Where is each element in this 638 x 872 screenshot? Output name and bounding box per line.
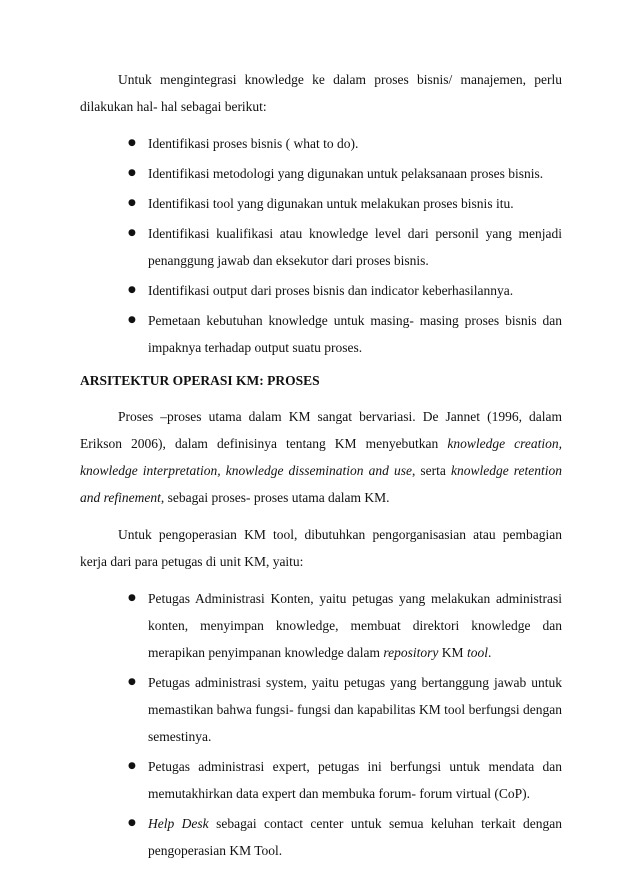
bullet-icon: ● xyxy=(128,761,136,771)
bullet-icon: ● xyxy=(128,138,136,148)
bullet-icon: ● xyxy=(128,818,136,828)
bullet-icon: ● xyxy=(128,228,136,238)
section-heading: ARSITEKTUR OPERASI KM: PROSES xyxy=(80,373,320,388)
list-item: ● Identifikasi kualifikasi atau knowledge level dari personil yang menjadi penanggung jawab dan eksekutor dari proses bisnis. xyxy=(80,220,562,274)
list-item: ● Petugas Administrasi Konten, yaitu petugas yang melakukan administrasi konten, menyimpan knowledge, membuat direktori knowledge dan merapikan penyimpanan knowledge dalam repository KM tool. xyxy=(80,585,562,666)
list-item: ● Pemetaan kebutuhan knowledge untuk masing- masing proses bisnis dan impaknya terhadap output suatu proses. xyxy=(80,307,562,361)
staff-roles-list xyxy=(80,585,562,864)
integration-steps-list xyxy=(80,130,562,361)
list-item: ● Identifikasi proses bisnis ( what to do). xyxy=(80,130,562,157)
page-content xyxy=(80,66,562,872)
bullet-icon: ● xyxy=(128,198,136,208)
intro-paragraph: Untuk mengintegrasi knowledge ke dalam proses bisnis/ manajemen, perlu dilakukan hal- hal sebagai berikut: xyxy=(80,72,562,114)
bullet-icon: ● xyxy=(128,285,136,295)
list-item: ● Petugas administrasi system, yaitu petugas yang bertanggung jawab untuk memastikan bahwa fungsi- fungsi dan kapabilitas KM tool berfungsi dengan semestinya. xyxy=(80,669,562,750)
processes-paragraph: Proses –proses utama dalam KM sangat bervariasi. De Jannet (1996, dalam Erikson 2006), dalam definisinya tentang KM menyebutkan knowledge creation, knowledge interpretation, knowledge dissemination and use, serta knowledge retention and refinement, sebagai proses- proses utama dalam KM. xyxy=(80,409,563,505)
bullet-icon: ● xyxy=(128,677,136,687)
list-item: ● Identifikasi tool yang digunakan untuk melakukan proses bisnis itu. xyxy=(80,190,562,217)
list-item: ● Identifikasi output dari proses bisnis dan indicator keberhasilannya. xyxy=(80,277,562,304)
bullet-icon: ● xyxy=(128,168,136,178)
list-item: ● Help Desk sebagai contact center untuk semua keluhan terkait dengan pengoperasian KM Tool. xyxy=(80,810,562,864)
list-item: ● Identifikasi metodologi yang digunakan untuk pelaksanaan proses bisnis. xyxy=(80,160,562,187)
list-item: ● Petugas administrasi expert, petugas ini berfungsi untuk mendata dan memutakhirkan data expert dan membuka forum- forum virtual (CoP). xyxy=(80,753,562,807)
bullet-icon: ● xyxy=(128,315,136,325)
operation-paragraph: Untuk pengoperasian KM tool, dibutuhkan pengorganisasian atau pembagian kerja dari para petugas di unit KM, yaitu: xyxy=(80,527,562,569)
bullet-icon: ● xyxy=(128,593,136,603)
